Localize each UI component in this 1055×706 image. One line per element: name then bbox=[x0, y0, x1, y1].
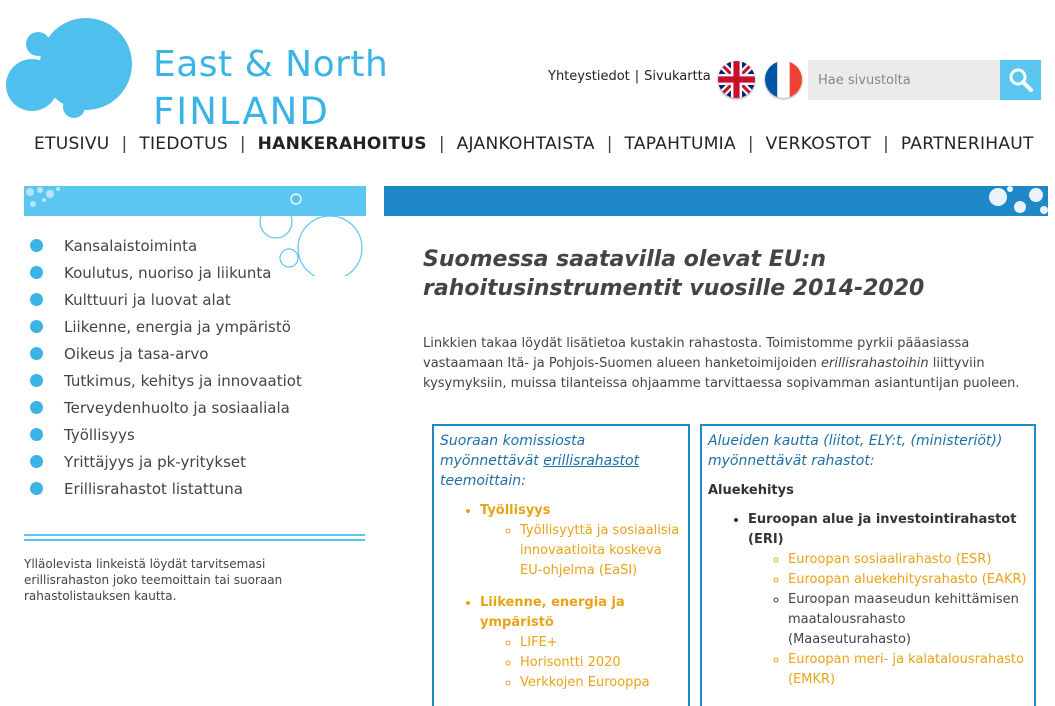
sidebar-item-label[interactable]: Yrittäjyys ja pk-yritykset bbox=[64, 452, 247, 471]
box-heading: Alueiden kautta (liitot, ELY:t, (ministeriöt)) myönnettävät rahastot: bbox=[708, 433, 1003, 469]
sidebar-item-tutkimus[interactable] bbox=[30, 367, 302, 394]
intro-text bbox=[423, 334, 1035, 394]
sidebar-note: Ylläolevista linkeistä löydät tarvitsemasi erillisrahaston joko teemoittain tai suoraan rahastolistauksen kautta. bbox=[24, 557, 283, 603]
bullet-icon bbox=[30, 455, 43, 468]
category-tyollisyys-link[interactable]: Työllisyys bbox=[480, 503, 551, 518]
nav-item-tiedotus[interactable]: TIEDOTUS bbox=[139, 134, 228, 154]
main-nav bbox=[34, 134, 1034, 154]
sidebar-item-label[interactable]: Oikeus ja tasa-arvo bbox=[64, 344, 209, 363]
sidebar-item-label[interactable]: Tutkimus, kehitys ja innovaatiot bbox=[64, 371, 302, 390]
fund-link[interactable]: Verkkojen Eurooppa bbox=[520, 675, 650, 690]
sub-list bbox=[520, 521, 682, 581]
search-icon bbox=[1008, 67, 1034, 93]
fund-link[interactable]: LIFE+ bbox=[520, 635, 558, 650]
fund-link[interactable]: Työllisyyttä ja sosiaalisia innovaatioita koskeva EU-ohjelma (EaSI) bbox=[520, 523, 680, 578]
sub-list bbox=[520, 633, 682, 693]
bullet-icon bbox=[30, 320, 43, 333]
intro-emphasis: erillisrahastoihin bbox=[820, 356, 929, 371]
sidebar-item-label[interactable]: Työllisyys bbox=[64, 425, 135, 444]
site-logo[interactable] bbox=[6, 18, 389, 133]
list-item[interactable] bbox=[520, 633, 682, 653]
theme-funds-box bbox=[432, 424, 690, 706]
nav-separator: | bbox=[438, 134, 445, 154]
sidebar-item-liikenne[interactable] bbox=[30, 313, 302, 340]
nav-separator: | bbox=[121, 134, 128, 154]
logo-line2: FINLAND bbox=[153, 90, 330, 133]
category-liikenne-link[interactable]: Liikenne, energia ja ympäristö bbox=[480, 595, 625, 630]
list-item[interactable] bbox=[788, 550, 1028, 570]
bullet-icon bbox=[30, 428, 43, 441]
french-flag-icon[interactable] bbox=[765, 61, 802, 98]
bullet-icon bbox=[30, 239, 43, 252]
search-button[interactable] bbox=[1000, 60, 1041, 100]
theme-list bbox=[480, 501, 682, 693]
box-heading-part: teemoittain: bbox=[440, 473, 526, 489]
regional-funds-box bbox=[700, 424, 1036, 706]
contact-link[interactable]: Yhteystiedot bbox=[548, 69, 630, 84]
nav-item-hankerahoitus[interactable]: HANKERAHOITUS bbox=[257, 134, 427, 154]
divider bbox=[24, 534, 365, 536]
list-item[interactable] bbox=[520, 673, 682, 693]
list-item bbox=[788, 590, 1028, 650]
nav-separator: | bbox=[747, 134, 754, 154]
sidebar-menu bbox=[30, 232, 302, 502]
nav-item-ajankohtaista[interactable]: AJANKOHTAISTA bbox=[456, 134, 595, 154]
list-item[interactable] bbox=[520, 521, 682, 581]
fund-label: Euroopan maaseudun kehittämisen maatalousrahasto (Maaseuturahasto) bbox=[788, 592, 1019, 647]
list-item[interactable] bbox=[520, 653, 682, 673]
bullet-icon bbox=[30, 347, 43, 360]
sitemap-link[interactable]: Sivukartta bbox=[644, 69, 711, 84]
sidebar-item-label[interactable]: Erillisrahastot listattuna bbox=[64, 479, 243, 498]
section-subheading: Aluekehitys bbox=[708, 483, 794, 498]
nav-item-etusivu[interactable]: ETUSIVU bbox=[34, 134, 110, 154]
sidebar-item-label[interactable]: Kulttuuri ja luovat alat bbox=[64, 290, 231, 309]
sub-list bbox=[788, 550, 1028, 690]
nav-item-partnerihaut[interactable]: PARTNERIHAUT bbox=[900, 134, 1034, 154]
nav-item-verkostot[interactable]: VERKOSTOT bbox=[765, 134, 872, 154]
list-item bbox=[480, 501, 682, 581]
list-item[interactable] bbox=[788, 570, 1028, 590]
nav-separator: | bbox=[239, 134, 246, 154]
sidebar-item-yrittajyys[interactable] bbox=[30, 448, 302, 475]
english-flag-icon[interactable] bbox=[718, 61, 755, 98]
divider bbox=[24, 539, 365, 541]
page-title: Suomessa saatavilla olevat EU:n rahoitusinstrumentit vuosille 2014-2020 bbox=[423, 247, 925, 301]
sidebar-item-label[interactable]: Koulutus, nuoriso ja liikunta bbox=[64, 263, 272, 282]
fund-link[interactable]: Euroopan sosiaalirahasto (ESR) bbox=[788, 552, 992, 567]
bullet-icon bbox=[30, 293, 43, 306]
top-links-separator: | bbox=[634, 69, 640, 84]
bullet-icon bbox=[30, 401, 43, 414]
sidebar-banner bbox=[24, 186, 366, 216]
intro-part: liittyviin kysymyksiin, muissa tilanteissa ohjaamme tarvittaessa sopivamman asiantuntijan puoleen. bbox=[423, 356, 1020, 391]
nav-item-tapahtumia[interactable]: TAPAHTUMIA bbox=[624, 134, 736, 154]
fund-link[interactable]: Horisontti 2020 bbox=[520, 655, 621, 670]
sidebar-item-kulttuuri[interactable] bbox=[30, 286, 302, 313]
content-banner bbox=[384, 186, 1048, 216]
sidebar-item-terveydenhuolto[interactable] bbox=[30, 394, 302, 421]
list-item bbox=[480, 593, 682, 693]
fund-link[interactable]: Euroopan aluekehitysrahasto (EAKR) bbox=[788, 572, 1027, 587]
list-item[interactable] bbox=[788, 650, 1028, 690]
box-heading-part: Suoraan komissiosta myönnettävät bbox=[440, 433, 586, 469]
sidebar-item-koulutus[interactable] bbox=[30, 259, 302, 286]
regional-list bbox=[748, 510, 1028, 690]
list-item bbox=[748, 510, 1028, 690]
nav-separator: | bbox=[883, 134, 889, 154]
erillisrahastot-link[interactable]: erillisrahastot bbox=[543, 453, 640, 469]
category-label: Euroopan alue ja investointirahastot (ERI) bbox=[748, 512, 1017, 547]
intro-part: Linkkien takaa löydät lisätietoa kustakin rahastosta. Toimistomme pyrkii pääasiassa vastaamaan Itä- ja Pohjois-Suomen alueen hanketoimijoiden bbox=[423, 336, 970, 371]
sidebar-item-erillisrahastot[interactable] bbox=[30, 475, 302, 502]
logo-line1: East & North bbox=[153, 44, 389, 85]
sidebar-item-label[interactable]: Terveydenhuolto ja sosiaaliala bbox=[64, 398, 290, 417]
sidebar-item-label[interactable]: Liikenne, energia ja ympäristö bbox=[64, 317, 291, 336]
logo-bubbles-icon bbox=[6, 18, 146, 123]
sidebar-item-label[interactable]: Kansalaistoiminta bbox=[64, 236, 198, 255]
sidebar-item-oikeus[interactable] bbox=[30, 340, 302, 367]
sidebar-item-kansalaistoiminta[interactable] bbox=[30, 232, 302, 259]
bullet-icon bbox=[30, 266, 43, 279]
search-input[interactable] bbox=[808, 60, 1000, 100]
nav-separator: | bbox=[606, 134, 613, 154]
box-heading bbox=[440, 431, 682, 491]
content-bubbles-decoration bbox=[384, 186, 1048, 216]
bullet-icon bbox=[30, 374, 43, 387]
sidebar-item-tyollisyys[interactable] bbox=[30, 421, 302, 448]
bullet-icon bbox=[30, 482, 43, 495]
fund-link[interactable]: Euroopan meri- ja kalatalousrahasto (EMKR) bbox=[788, 652, 1024, 687]
top-links bbox=[548, 69, 711, 84]
